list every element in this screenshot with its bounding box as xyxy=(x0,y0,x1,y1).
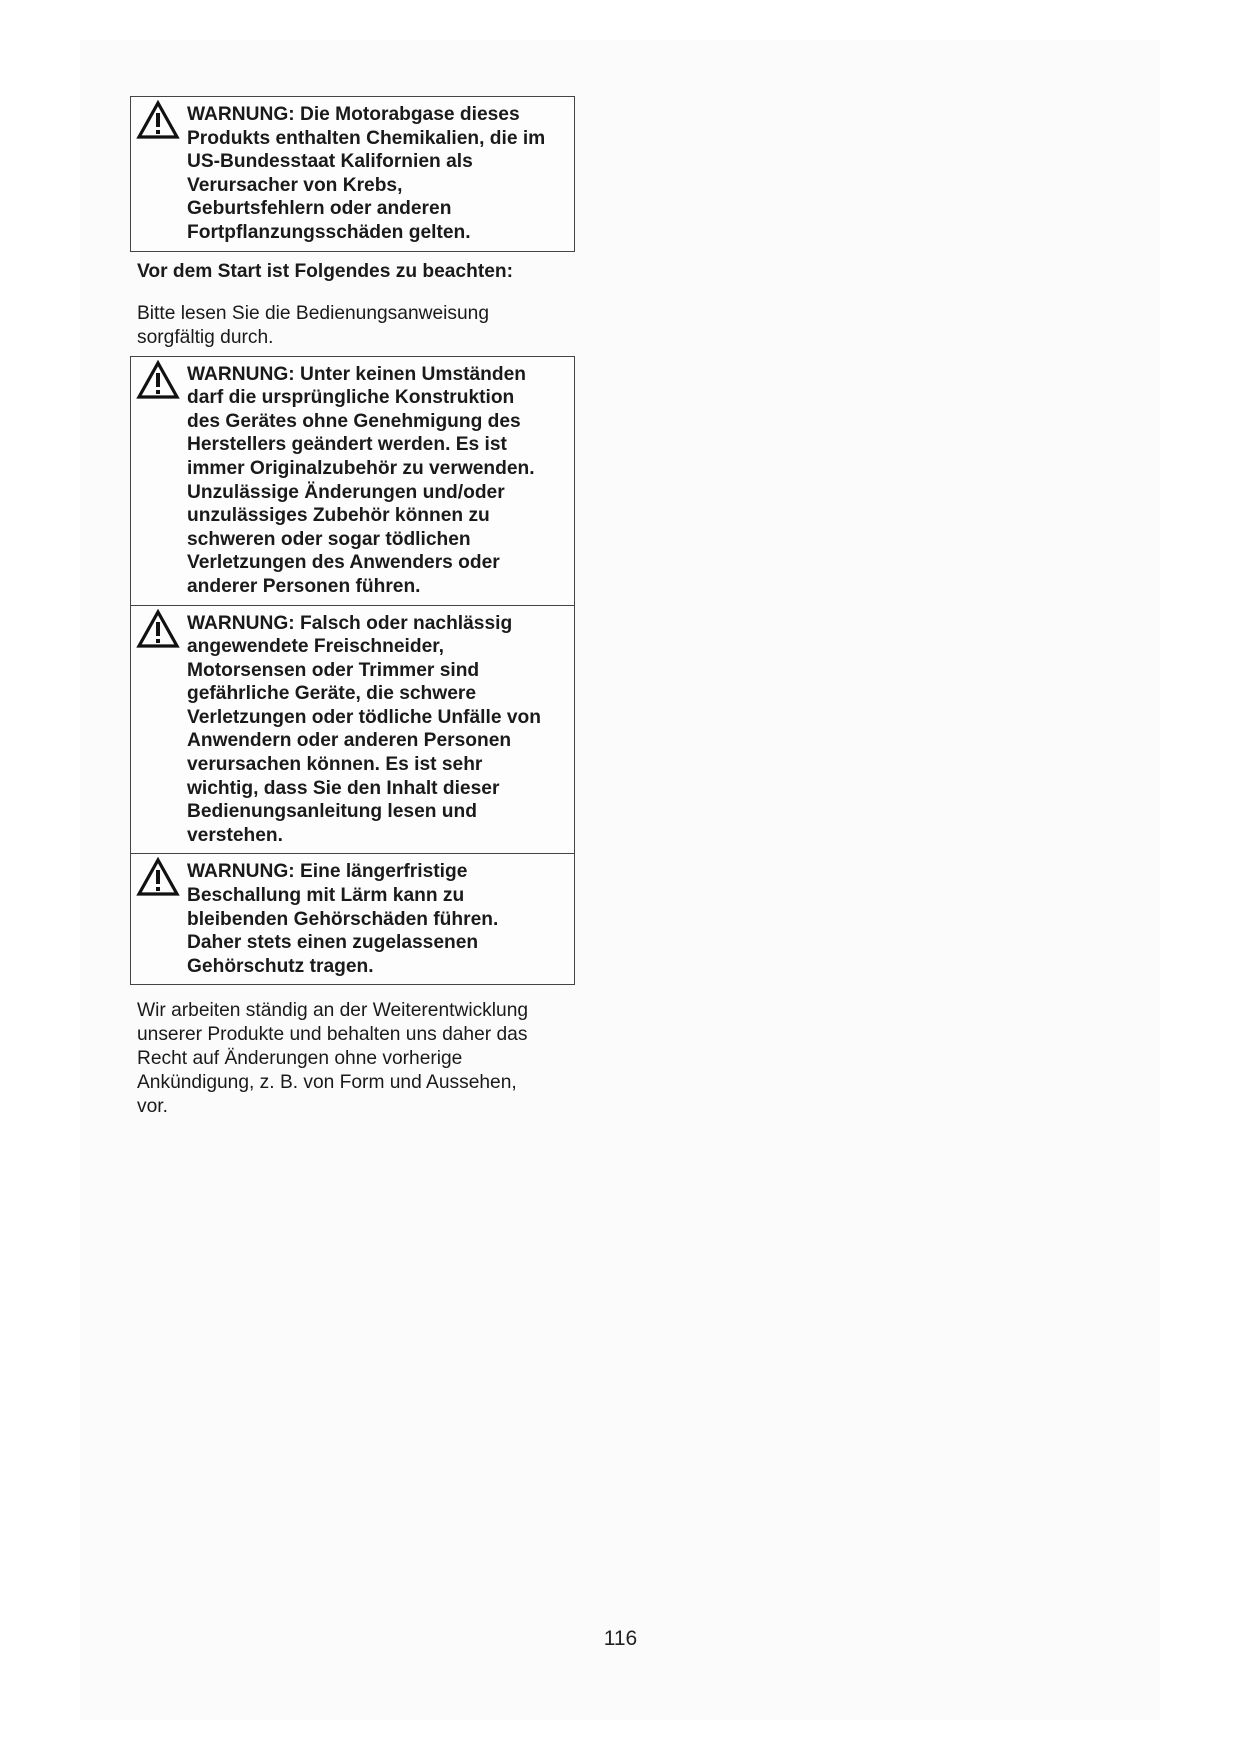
warning-box-modification xyxy=(130,356,575,606)
warning-text: WARNUNG: Falsch oder nachlässig angewendete Freischneider, Motorsensen oder Trimmer sind gefährliche Geräte, die schwere Verletzungen oder tödliche Unfälle von Anwendern oder anderen Personen verursachen können. Es ist sehr wichtig, dass Sie den Inhalt dieser Bedienungsanleitung lesen und verstehen. xyxy=(187,612,541,846)
warning-text: WARNUNG: Die Motorabgase dieses Produkts enthalten Chemikalien, die im US-Bundesstaat Kalifornien als Verursacher von Krebs, Geburtsfehlern oder anderen Fortpflanzungsschäden gelten. xyxy=(187,104,546,243)
warning-box-misuse xyxy=(130,606,575,855)
footer-note: Wir arbeiten ständig an der Weiterentwicklung unserer Produkte und behalten uns daher das Recht auf Änderungen ohne vorherige Ankündigung, z. B. von Form und Aussehen, vor. xyxy=(137,1000,529,1118)
warning-box-noise xyxy=(130,854,575,985)
before-start-heading: Vor dem Start ist Folgendes zu beachten: xyxy=(137,260,513,282)
warning-text: WARNUNG: Eine längerfristige Beschallung mit Lärm kann zu bleibenden Gehörschäden führen. Daher stets einen zugelassenen Gehörschutz tragen. xyxy=(187,861,499,977)
page-number: 116 xyxy=(603,1627,638,1650)
before-start-text: Bitte lesen Sie die Bedienungsanweisung sorgfältig durch. xyxy=(137,302,490,348)
warning-triangle-icon xyxy=(136,100,180,140)
warning-text: WARNUNG: Unter keinen Umständen darf die ursprüngliche Konstruktion des Gerätes ohne Genehmigung des Herstellers geändert werden. Es ist immer Originalzubehör zu verwenden. Unzulässige Änderungen und/oder unzulässiges Zubehör können zu schweren oder sogar tödlichen Verletzungen des Anwenders oder anderer Personen führen. xyxy=(187,363,535,597)
warning-triangle-icon xyxy=(136,360,180,400)
warning-triangle-icon xyxy=(136,857,180,897)
warning-triangle-icon xyxy=(136,609,180,649)
warning-box-emissions xyxy=(130,96,575,252)
content-column xyxy=(130,96,575,1119)
